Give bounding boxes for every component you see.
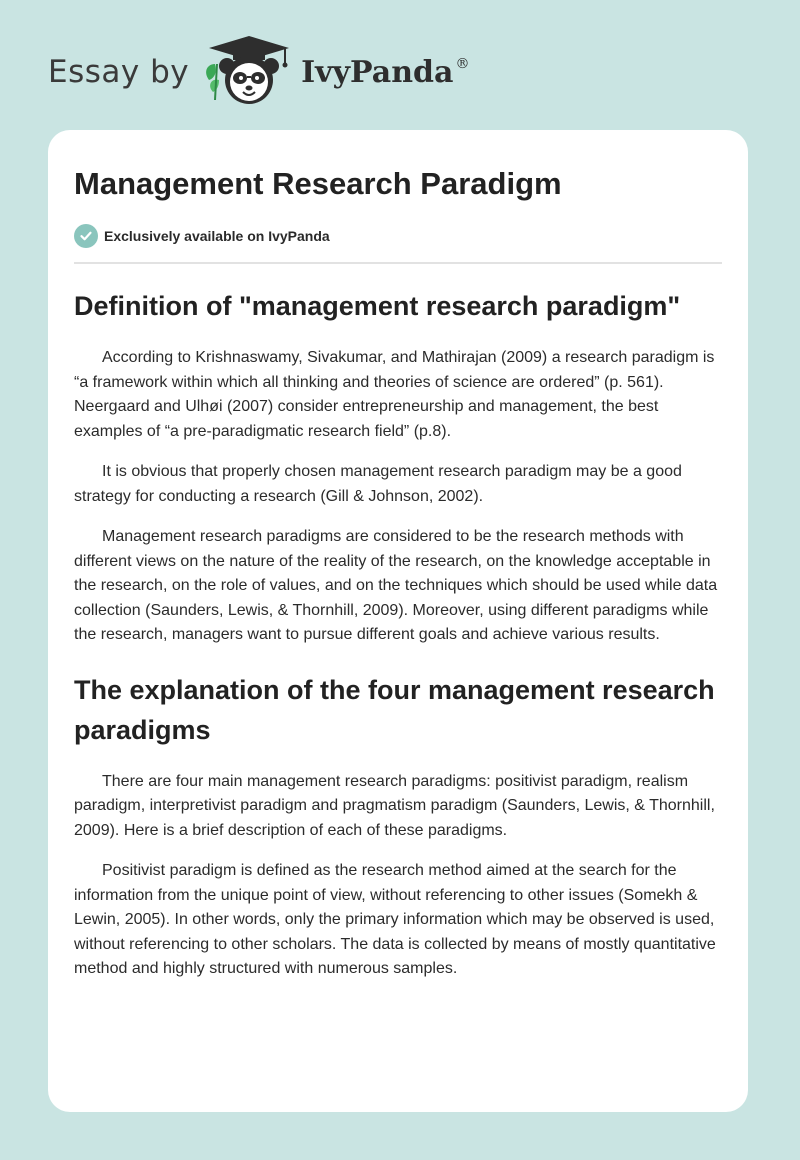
paragraph: It is obvious that properly chosen management research paradigm may be a good strategy for conducting a research (Gill & Johnson, 2002). (74, 463, 682, 505)
article-title: Management Research Paradigm (74, 166, 562, 201)
paragraph: Positivist paradigm is defined as the research method aimed at the search for the information from the unique point of view, without referencing to other issues (Somekh & Lewin, 2005). In other words, only the primary information which may be observed is used, without referencing to other scholars. The data is collected by means of mostly quantitative method and highly structured with numerous samples. (74, 862, 716, 977)
article-card (48, 130, 748, 1112)
section-heading-definition: Definition of "management research paradigm" (74, 291, 681, 321)
brand-header[interactable] (48, 36, 469, 108)
panda-logo-icon (203, 34, 293, 111)
exclusive-label: Exclusively available on IvyPanda (104, 228, 330, 244)
title-divider (74, 262, 722, 264)
exclusive-badge (74, 224, 722, 248)
paragraph: According to Krishnaswamy, Sivakumar, and Mathirajan (2009) a research paradigm is “a framework within which all thinking and theories of science are ordered” (p. 561). Neergaard and Ulhøi (2007) consider entrepreneurship and management, the best examples of “a pre-paradigmatic research field” (p.8). (74, 349, 715, 440)
section-heading-four-paradigms: The explanation of the four management research paradigms (74, 674, 715, 745)
brand-prefix: Essay by (48, 54, 190, 90)
brand-name (301, 55, 469, 90)
paragraph: There are four main management research paradigms: positivist paradigm, realism paradigm, interpretivist paradigm and pragmatism paradigm (Saunders, Lewis, & Thornhill, 2009). Here is a brief description of each of these paradigms. (74, 772, 715, 839)
registered-mark: ® (455, 55, 470, 72)
paragraph: Management research paradigms are considered to be the research methods with different views on the nature of the reality of the research, on the knowledge acceptable in the research, on the role of values, and on the techniques which should be used while data collection (Saunders, Lewis, & Thornhill, 2009). Moreover, using different paradigms while the research, managers want to pursue different goals and achieve various results. (74, 528, 718, 643)
check-icon (74, 224, 98, 248)
brand-name-text: IvyPanda (301, 54, 454, 90)
